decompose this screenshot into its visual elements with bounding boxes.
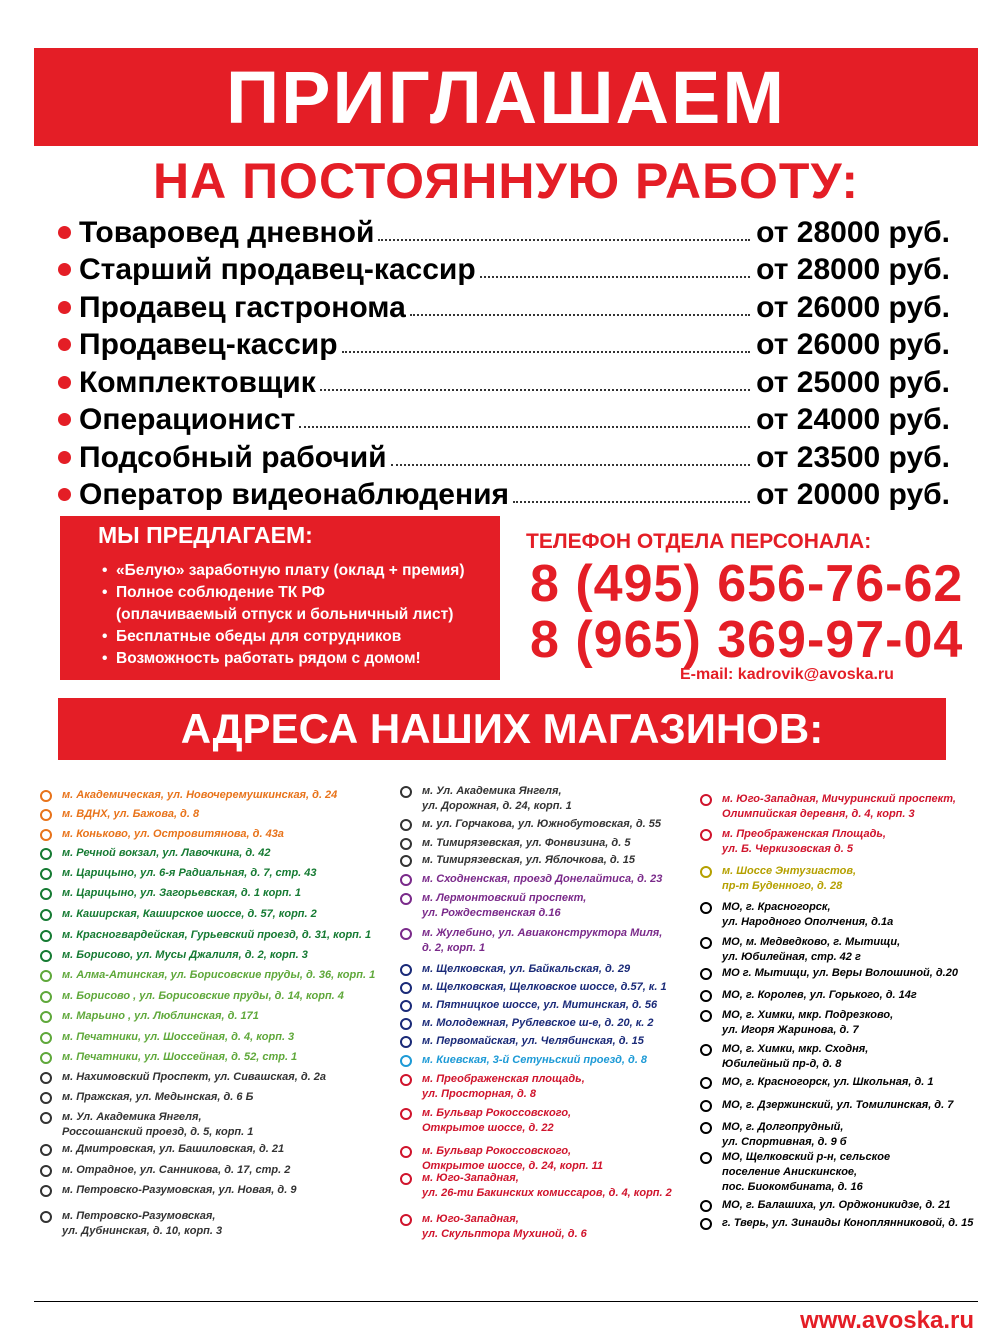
store-address-item xyxy=(700,900,893,930)
store-address-item xyxy=(40,948,308,963)
store-address-text: м. Петровско-Разумовская, ул. Дубнинская, д. 10, корп. 3 xyxy=(62,1210,223,1237)
ring-bullet-icon xyxy=(700,1200,712,1212)
leader-dots xyxy=(480,276,750,278)
store-address-item xyxy=(700,1150,890,1195)
store-address-text: м. ул. Горчакова, ул. Южнобутовская, д. 55 xyxy=(422,818,662,830)
store-address-text: м. Первомайская, ул. Челябинская, д. 15 xyxy=(422,1035,644,1047)
ring-bullet-icon xyxy=(400,893,412,905)
ring-bullet-icon xyxy=(400,1018,412,1030)
store-address-text: м. Речной вокзал, ул. Лавочкина, д. 42 xyxy=(62,847,271,859)
store-address-item xyxy=(40,1183,296,1198)
job-title: Старший продавец-кассир xyxy=(79,253,476,286)
job-item xyxy=(58,250,950,288)
store-address-text: м. Пятницкое шоссе, ул. Митинская, д. 56 xyxy=(422,999,658,1011)
job-salary: от 20000 руб. xyxy=(756,478,950,511)
job-salary: от 23500 руб. xyxy=(756,440,950,474)
store-address-text: МО, г. Дзержинский, ул. Томилинская, д. 7 xyxy=(722,1099,954,1111)
job-list xyxy=(58,212,950,512)
store-address-item xyxy=(400,1016,654,1031)
store-address-item xyxy=(700,827,886,857)
ring-bullet-icon xyxy=(40,848,52,860)
store-address-item xyxy=(700,1120,847,1150)
job-salary: от 28000 руб. xyxy=(756,253,950,286)
store-address-text: м. Печатники, ул. Шоссейная, д. 52, стр. 1 xyxy=(62,1051,298,1063)
store-address-item xyxy=(700,1198,951,1213)
ring-bullet-icon xyxy=(700,1077,712,1089)
leader-dots xyxy=(320,389,750,391)
store-address-text: м. Бульвар Рокоссовского, Открытое шоссе, д. 24, корп. 11 xyxy=(422,1145,604,1172)
job-salary: от 28000 руб. xyxy=(756,215,950,249)
store-address-item xyxy=(400,1212,587,1242)
ring-bullet-icon xyxy=(40,1185,52,1197)
ring-bullet-icon xyxy=(400,838,412,850)
store-address-item xyxy=(40,1209,222,1239)
store-address-text: м. Академическая, ул. Новочеремушкинская, д. 24 xyxy=(62,789,338,801)
store-address-text: м. Ул. Академика Янгеля, Россошанский проезд, д. 5, корп. 1 xyxy=(62,1111,254,1138)
job-item xyxy=(58,475,950,513)
ring-bullet-icon xyxy=(40,1211,52,1223)
ring-bullet-icon xyxy=(40,790,52,802)
job-item xyxy=(58,325,950,363)
store-address-item xyxy=(400,1144,603,1174)
store-address-text: МО, г. Королев, ул. Горького, д. 14г xyxy=(722,989,917,1001)
job-title: Комплектовщик xyxy=(79,365,316,399)
store-address-item xyxy=(700,935,900,965)
store-address-item xyxy=(40,1142,284,1157)
ring-bullet-icon xyxy=(700,968,712,980)
store-address-item xyxy=(700,966,958,981)
store-address-text: м. Алма-Атинская, ул. Борисовские пруды, д. 36, корп. 1 xyxy=(62,969,376,981)
offer-item-continuation: (оплачиваемый отпуск и больничный лист) xyxy=(116,606,454,623)
store-address-item xyxy=(400,1034,644,1049)
store-address-item xyxy=(40,886,301,901)
website-link[interactable]: www.avoska.ru xyxy=(800,1307,974,1334)
store-address-item xyxy=(40,1050,297,1065)
job-item xyxy=(58,437,950,475)
ring-bullet-icon xyxy=(40,950,52,962)
bullet-icon xyxy=(58,263,71,276)
job-title: Товаровед дневной xyxy=(79,215,375,249)
title-banner xyxy=(34,48,978,146)
leader-dots xyxy=(410,314,750,316)
job-item xyxy=(58,400,950,438)
ring-bullet-icon xyxy=(700,990,712,1002)
store-address-item xyxy=(400,817,661,832)
offer-item: • Бесплатные обеды для сотрудников xyxy=(102,626,465,648)
store-address-item xyxy=(40,1163,290,1178)
ring-bullet-icon xyxy=(400,1108,412,1120)
store-address-item xyxy=(40,1030,294,1045)
store-address-text: м. Лермонтовский проспект, ул. Рождественская д.16 xyxy=(422,892,587,919)
ring-bullet-icon xyxy=(700,902,712,914)
store-address-item xyxy=(40,788,337,803)
store-address-item xyxy=(400,1106,571,1136)
store-address-text: м. Петровско-Разумовская, ул. Новая, д. 9 xyxy=(62,1184,297,1196)
ring-bullet-icon xyxy=(400,1074,412,1086)
ring-bullet-icon xyxy=(700,829,712,841)
ring-bullet-icon xyxy=(400,982,412,994)
ring-bullet-icon xyxy=(400,1000,412,1012)
store-address-text: МО, м. Медведково, г. Мытищи, ул. Юбилейная, стр. 42 г xyxy=(722,936,901,963)
bullet-icon xyxy=(58,451,71,464)
ring-bullet-icon xyxy=(40,829,52,841)
store-address-text: м. Тимирязевская, ул. Фонвизина, д. 5 xyxy=(422,837,631,849)
store-address-text: м. Бульвар Рокоссовского, Открытое шоссе, д. 22 xyxy=(422,1107,572,1134)
store-address-text: м. Царицыно, ул. 6-я Радиальная, д. 7, стр. 43 xyxy=(62,867,317,879)
store-address-text: МО, г. Химки, мкр. Сходня, Юбилейный пр-д, д. 8 xyxy=(722,1043,869,1070)
bullet-icon xyxy=(58,376,71,389)
ring-bullet-icon xyxy=(40,868,52,880)
job-item xyxy=(58,287,950,325)
ring-bullet-icon xyxy=(40,809,52,821)
ring-bullet-icon xyxy=(400,1173,412,1185)
store-address-item xyxy=(700,1075,933,1090)
job-item xyxy=(58,212,950,250)
leader-dots xyxy=(513,501,750,503)
bullet-icon xyxy=(58,226,71,239)
store-address-item xyxy=(400,980,667,995)
store-address-text: м. Пражская, ул. Медынская, д. 6 Б xyxy=(62,1091,254,1103)
job-salary: от 26000 руб. xyxy=(756,290,950,324)
ring-bullet-icon xyxy=(40,1032,52,1044)
store-address-text: м. Красногвардейская, Гурьевский проезд, д. 31, корп. 1 xyxy=(62,929,372,941)
store-address-item xyxy=(400,962,630,977)
ring-bullet-icon xyxy=(700,866,712,878)
store-address-item xyxy=(400,926,662,956)
ring-bullet-icon xyxy=(40,1165,52,1177)
store-address-item xyxy=(40,1009,259,1024)
ring-bullet-icon xyxy=(400,786,412,798)
phone-number-2[interactable]: 8 (965) 369-97-04 xyxy=(530,611,964,669)
store-address-text: м. Коньково, ул. Островитянова, д. 43а xyxy=(62,828,284,840)
store-address-text: МО, г. Красногорск, ул. Школьная, д. 1 xyxy=(722,1076,934,1088)
store-address-text: м. Тимирязевская, ул. Яблочкова, д. 15 xyxy=(422,854,636,866)
ring-bullet-icon xyxy=(700,794,712,806)
leader-dots xyxy=(342,351,751,353)
store-address-item xyxy=(400,836,630,851)
ring-bullet-icon xyxy=(40,991,52,1003)
ring-bullet-icon xyxy=(700,1122,712,1134)
store-address-item xyxy=(400,1072,585,1102)
offer-item: • Полное соблюдение ТК РФ xyxy=(102,582,465,604)
store-address-item xyxy=(400,998,657,1013)
offer-list xyxy=(102,560,465,670)
store-address-item xyxy=(40,907,317,922)
store-address-item xyxy=(40,968,375,983)
store-address-text: МО, г. Красногорск, ул. Народного Ополчения, д.1а xyxy=(722,901,894,928)
store-address-item xyxy=(700,988,917,1003)
offer-title: МЫ ПРЕДЛАГАЕМ: xyxy=(98,522,313,548)
bullet-icon xyxy=(58,488,71,501)
email-link[interactable]: E-mail: kadrovik@avoska.ru xyxy=(680,666,894,683)
job-title: Операционист xyxy=(79,403,296,436)
store-address-item xyxy=(40,846,270,861)
bullet-icon xyxy=(58,338,71,351)
store-address-text: м. Нахимовский Проспект, ул. Сивашская, д. 2а xyxy=(62,1071,327,1083)
store-address-text: м. Ул. Академика Янгеля, ул. Дорожная, д. 24, корп. 1 xyxy=(422,785,572,812)
ring-bullet-icon xyxy=(400,1146,412,1158)
store-address-text: м. Щелковская, Щелковское шоссе, д.57, к. 1 xyxy=(422,981,667,993)
ring-bullet-icon xyxy=(400,1214,412,1226)
store-address-text: м. Царицыно, ул. Загорьевская, д. 1 корп. 1 xyxy=(62,887,301,899)
ring-bullet-icon xyxy=(700,1218,712,1230)
offer-box xyxy=(60,516,500,680)
job-salary: от 25000 руб. xyxy=(756,365,950,399)
store-address-text: м. Киевская, 3-й Сетуньский проезд, д. 8 xyxy=(422,1054,648,1066)
store-address-item xyxy=(700,1216,973,1231)
store-address-text: м. Борисово, ул. Мусы Джалиля, д. 2, корп. 3 xyxy=(62,949,308,961)
job-title: Продавец-кассир xyxy=(79,328,338,361)
store-address-text: м. Марьино , ул. Люблинская, д. 171 xyxy=(62,1010,259,1022)
store-address-item xyxy=(400,1171,672,1201)
job-title: Продавец гастронома xyxy=(79,290,406,324)
store-address-text: м. Юго-Западная, Мичуринский проспект, Олимпийская деревня, д. 4, корп. 3 xyxy=(722,793,956,820)
job-title: Оператор видеонаблюдения xyxy=(79,478,510,511)
store-address-text: м. Каширская, Каширское шоссе, д. 57, корп. 2 xyxy=(62,908,317,920)
store-address-item xyxy=(40,1110,253,1140)
job-title: Подсобный рабочий xyxy=(79,440,387,474)
ring-bullet-icon xyxy=(400,874,412,886)
store-address-text: м. Преображенская Площадь, ул. Б. Черкизовская д. 5 xyxy=(722,828,886,855)
ring-bullet-icon xyxy=(40,888,52,900)
ring-bullet-icon xyxy=(40,1072,52,1084)
offer-item: • Возможность работать рядом с домом! xyxy=(102,648,465,670)
page-title: ПРИГЛАШАЕМ xyxy=(225,55,786,139)
store-address-text: м. Юго-Западная, ул. Скульптора Мухиной, д. 6 xyxy=(422,1213,587,1240)
ring-bullet-icon xyxy=(40,1144,52,1156)
job-salary: от 26000 руб. xyxy=(756,328,950,361)
ring-bullet-icon xyxy=(400,855,412,867)
store-address-text: м. Щелковская, ул. Байкальская, д. 29 xyxy=(422,963,631,975)
ring-bullet-icon xyxy=(400,964,412,976)
bullet-icon xyxy=(58,413,71,426)
store-address-text: м. Печатники, ул. Шоссейная, д. 4, корп. 3 xyxy=(62,1031,295,1043)
addresses-title: АДРЕСА НАШИХ МАГАЗИНОВ: xyxy=(180,705,824,752)
store-address-item xyxy=(400,853,635,868)
footer-divider xyxy=(34,1301,978,1302)
ring-bullet-icon xyxy=(400,1055,412,1067)
ring-bullet-icon xyxy=(40,930,52,942)
ring-bullet-icon xyxy=(40,1011,52,1023)
ring-bullet-icon xyxy=(40,970,52,982)
store-address-text: м. Сходненская, проезд Донелайтиса, д. 23 xyxy=(422,873,663,885)
phone-number-1[interactable]: 8 (495) 656-76-62 xyxy=(530,555,964,613)
store-address-item xyxy=(400,891,586,921)
store-address-item xyxy=(40,928,371,943)
store-address-text: м. Жулебино, ул. Авиаконструктора Миля, д. 2, корп. 1 xyxy=(422,927,663,954)
ring-bullet-icon xyxy=(40,1052,52,1064)
page-subtitle: НА ПОСТОЯННУЮ РАБОТУ: xyxy=(153,153,859,209)
ring-bullet-icon xyxy=(400,819,412,831)
store-address-text: м. Юго-Западная, ул. 26-ти Бакинских комиссаров, д. 4, корп. 2 xyxy=(422,1172,672,1199)
bullet-icon xyxy=(58,301,71,314)
store-address-item xyxy=(700,864,856,894)
store-address-item xyxy=(700,792,956,822)
store-address-item xyxy=(700,1042,868,1072)
store-address-text: м. Молодежная, Рублевское ш-е, д. 20, к. 2 xyxy=(422,1017,654,1029)
store-address-item xyxy=(400,784,572,814)
store-address-text: м. Преображенская площадь, ул. Просторная, д. 8 xyxy=(422,1073,585,1100)
addresses-banner xyxy=(58,698,946,760)
ring-bullet-icon xyxy=(40,1092,52,1104)
store-address-text: МО, г. Балашиха, ул. Орджоникидзе, д. 21 xyxy=(722,1199,951,1211)
offer-item: • «Белую» заработную плату (оклад + премия) xyxy=(102,560,465,582)
store-address-item xyxy=(700,1008,893,1038)
store-address-text: м. ВДНХ, ул. Бажова, д. 8 xyxy=(62,808,200,820)
store-address-item xyxy=(400,872,662,887)
ring-bullet-icon xyxy=(700,1100,712,1112)
ring-bullet-icon xyxy=(40,909,52,921)
store-address-item xyxy=(700,1098,953,1113)
ring-bullet-icon xyxy=(700,1010,712,1022)
job-item xyxy=(58,362,950,400)
store-address-text: МО г. Мытищи, ул. Веры Волошиной, д.20 xyxy=(722,967,958,979)
store-address-item xyxy=(40,1090,253,1105)
ring-bullet-icon xyxy=(400,1036,412,1048)
store-address-item xyxy=(40,827,284,842)
store-address-item xyxy=(40,807,199,822)
leader-dots xyxy=(299,426,750,428)
leader-dots xyxy=(391,464,751,466)
store-address-text: м. Шоссе Энтузиастов, пр-т Буденного, д. 28 xyxy=(722,865,857,892)
store-address-item xyxy=(400,1053,647,1068)
store-address-text: МО, Щелковский р-н, сельское поселение Анискинское, пос. Биокомбината, д. 16 xyxy=(722,1151,891,1193)
leader-dots xyxy=(378,239,750,241)
ring-bullet-icon xyxy=(700,937,712,949)
store-address-text: м. Дмитровская, ул. Башиловская, д. 21 xyxy=(62,1143,285,1155)
ring-bullet-icon xyxy=(700,1152,712,1164)
store-address-text: МО, г. Долгопрудный, ул. Спортивная, д. 9 б xyxy=(722,1121,847,1148)
store-address-text: МО, г. Химки, мкр. Подрезково, ул. Игоря Жаринова, д. 7 xyxy=(722,1009,894,1036)
phone-label: ТЕЛЕФОН ОТДЕЛА ПЕРСОНАЛА: xyxy=(526,530,872,553)
store-address-text: м. Отрадное, ул. Санникова, д. 17, стр. 2 xyxy=(62,1164,291,1176)
store-address-item xyxy=(40,989,344,1004)
ring-bullet-icon xyxy=(40,1112,52,1124)
ring-bullet-icon xyxy=(700,1044,712,1056)
store-address-item xyxy=(40,1070,326,1085)
store-address-text: г. Тверь, ул. Зинаиды Коноплянниковой, д. 15 xyxy=(722,1217,974,1229)
ring-bullet-icon xyxy=(400,928,412,940)
job-salary: от 24000 руб. xyxy=(756,403,950,436)
store-address-item xyxy=(40,866,317,881)
store-address-text: м. Борисово , ул. Борисовские пруды, д. 14, корп. 4 xyxy=(62,990,344,1002)
